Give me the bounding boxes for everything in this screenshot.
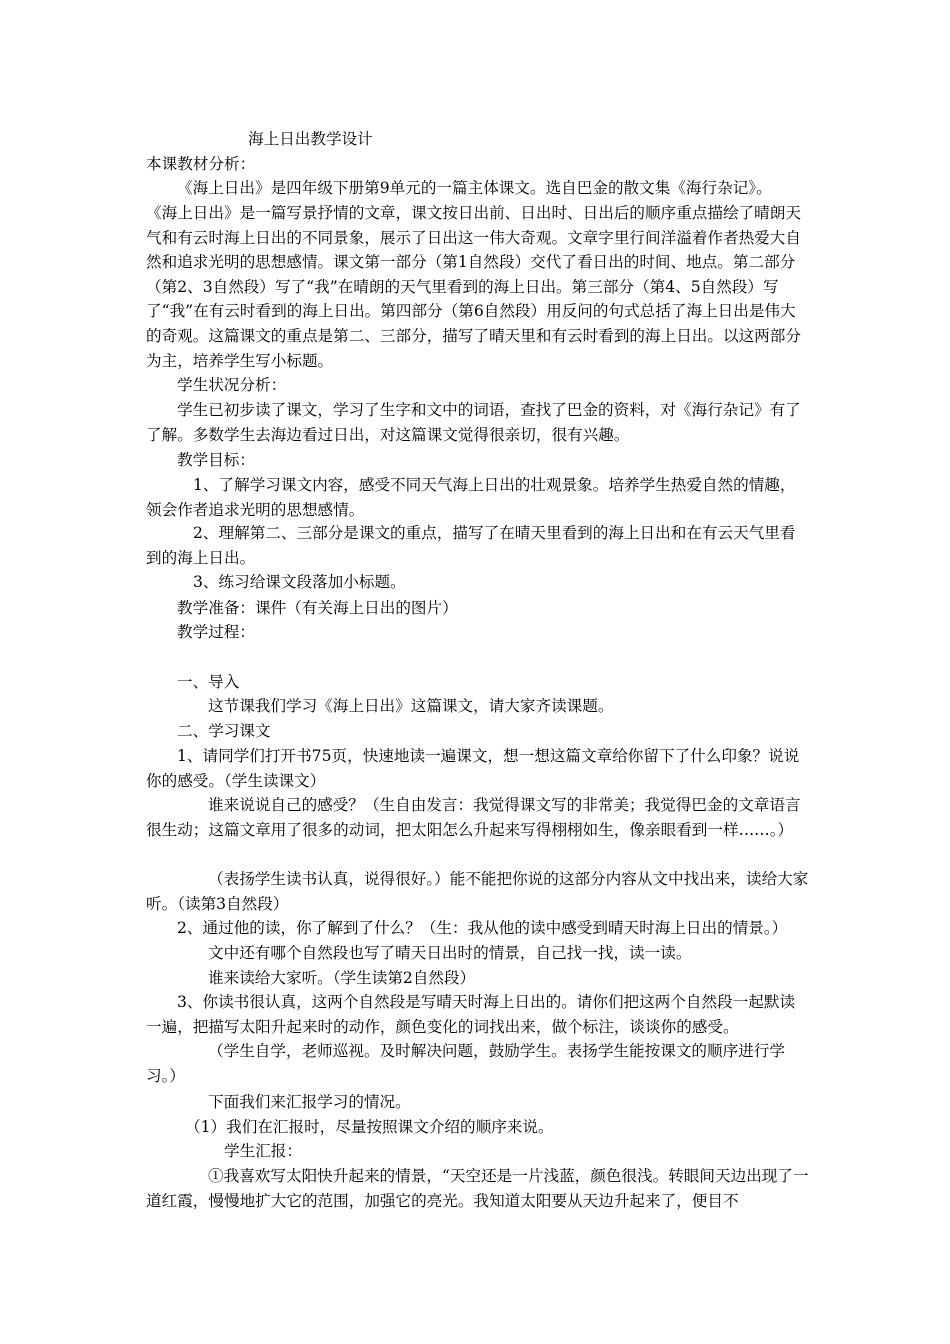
- paragraph: ①我喜欢写太阳快升起来的情景，“天空还是一片浅蓝，颜色很浅。转眼间天边出现了一道红霞，慢慢地扩大它的范围，加强它的亮光。我知道太阳要从天边升起来了，便目不: [146, 1167, 809, 1210]
- paragraph: 3、练习给课文段落加小标题。: [193, 573, 406, 591]
- document-title: 海上日出教学设计: [248, 130, 373, 148]
- paragraph: 《海上日出》是一篇写景抒情的文章，课文按日出前、日出时、日出后的顺序重点描绘了晴朗天气和有云时海上日出的不同景象，展示了日出这一伟大奇观。文章字里行间洋溢着作者热爱大自然和追求光明的思想感情。课文第一部分（第1自然段）交代了看日出的时间、地点。第二部分（第2、3自然段）写了“我”在晴朗的天气里看到的海上日出。第三部分（第4、5自然段）写了“我”在有云时看到的海上日出。第四部分（第6自然段）用反问的句式总括了海上日出是伟大的奇观。这篇课文的重点是第二、三部分，描写了晴天里和有云时看到的海上日出。以这两部分为主，培养学生写小标题。: [146, 204, 801, 370]
- paragraph: 教学过程：: [177, 623, 255, 641]
- paragraph: 文中还有哪个自然段也写了晴天日出时的情景，自己找一找，读一读。: [208, 944, 692, 962]
- paragraph: （学生自学，老师巡视。及时解决问题，鼓励学生。表扬学生能按课文的顺序进行学习。）: [146, 1042, 785, 1085]
- paragraph: 学生状况分析：: [177, 376, 287, 394]
- paragraph: 2、理解第二、三部分是课文的重点，描写了在晴天里看到的海上日出和在有云天气里看到的海上日出。: [146, 524, 796, 567]
- paragraph: 1、请同学们打开书75页，快速地读一遍课文，想一想这篇文章给你留下了什么印象？说说你的感受。（学生读课文）: [146, 747, 800, 790]
- paragraph: 《海上日出》是四年级下册第9单元的一篇主体课文。选自巴金的散文集《海行杂记》。: [177, 179, 772, 197]
- paragraph: 一、导入: [177, 673, 240, 691]
- paragraph: 3、你读书很认真，这两个自然段是写晴天时海上日出的。请你们把这两个自然段一起默读一遍，把描写太阳升起来时的动作，颜色变化的词找出来，做个标注，谈谈你的感受。: [146, 993, 796, 1036]
- paragraph: 教学准备：课件（有关海上日出的图片）: [177, 599, 458, 617]
- paragraph: 学生已初步读了课文，学习了生字和文中的词语，查找了巴金的资料，对《海行杂记》有了了解。多数学生去海边看过日出，对这篇课文觉得很亲切，很有兴趣。: [146, 401, 801, 444]
- paragraph: 1、了解学习课文内容，感受不同天气海上日出的壮观景象。培养学生热爱自然的情趣，领会作者追求光明的思想感情。: [146, 476, 796, 519]
- paragraph: 教学目标：: [177, 451, 255, 469]
- paragraph: 二、学习课文: [177, 722, 271, 740]
- paragraph: （1）我们在汇报时，尽量按照课文介绍的顺序来说。: [185, 1118, 554, 1136]
- paragraph: 下面我们来汇报学习的情况。: [208, 1093, 411, 1111]
- paragraph: 2、通过他的读，你了解到了什么？（生：我从他的读中感受到晴天时海上日出的情景。）: [177, 919, 788, 937]
- paragraph: 谁来说说自己的感受？（生自由发言：我觉得课文写的非常美；我觉得巴金的文章语言很生动；这篇文章用了很多的动词，把太阳怎么升起来写得栩栩如生，像亲眼看到一样……。）: [146, 796, 801, 839]
- paragraph: 学生汇报：: [224, 1142, 302, 1160]
- paragraph: 本课教材分析：: [146, 155, 256, 173]
- paragraph: 谁来读给大家听。（学生读第2自然段）: [208, 969, 476, 987]
- paragraph: [146, 645, 810, 670]
- paragraph: 这节课我们学习《海上日出》这篇课文，请大家齐读课题。: [208, 697, 614, 715]
- paragraph: （表扬学生读书认真，说得很好。）能不能把你说的这部分内容从文中找出来，读给大家听。（读第3自然段）: [146, 870, 809, 913]
